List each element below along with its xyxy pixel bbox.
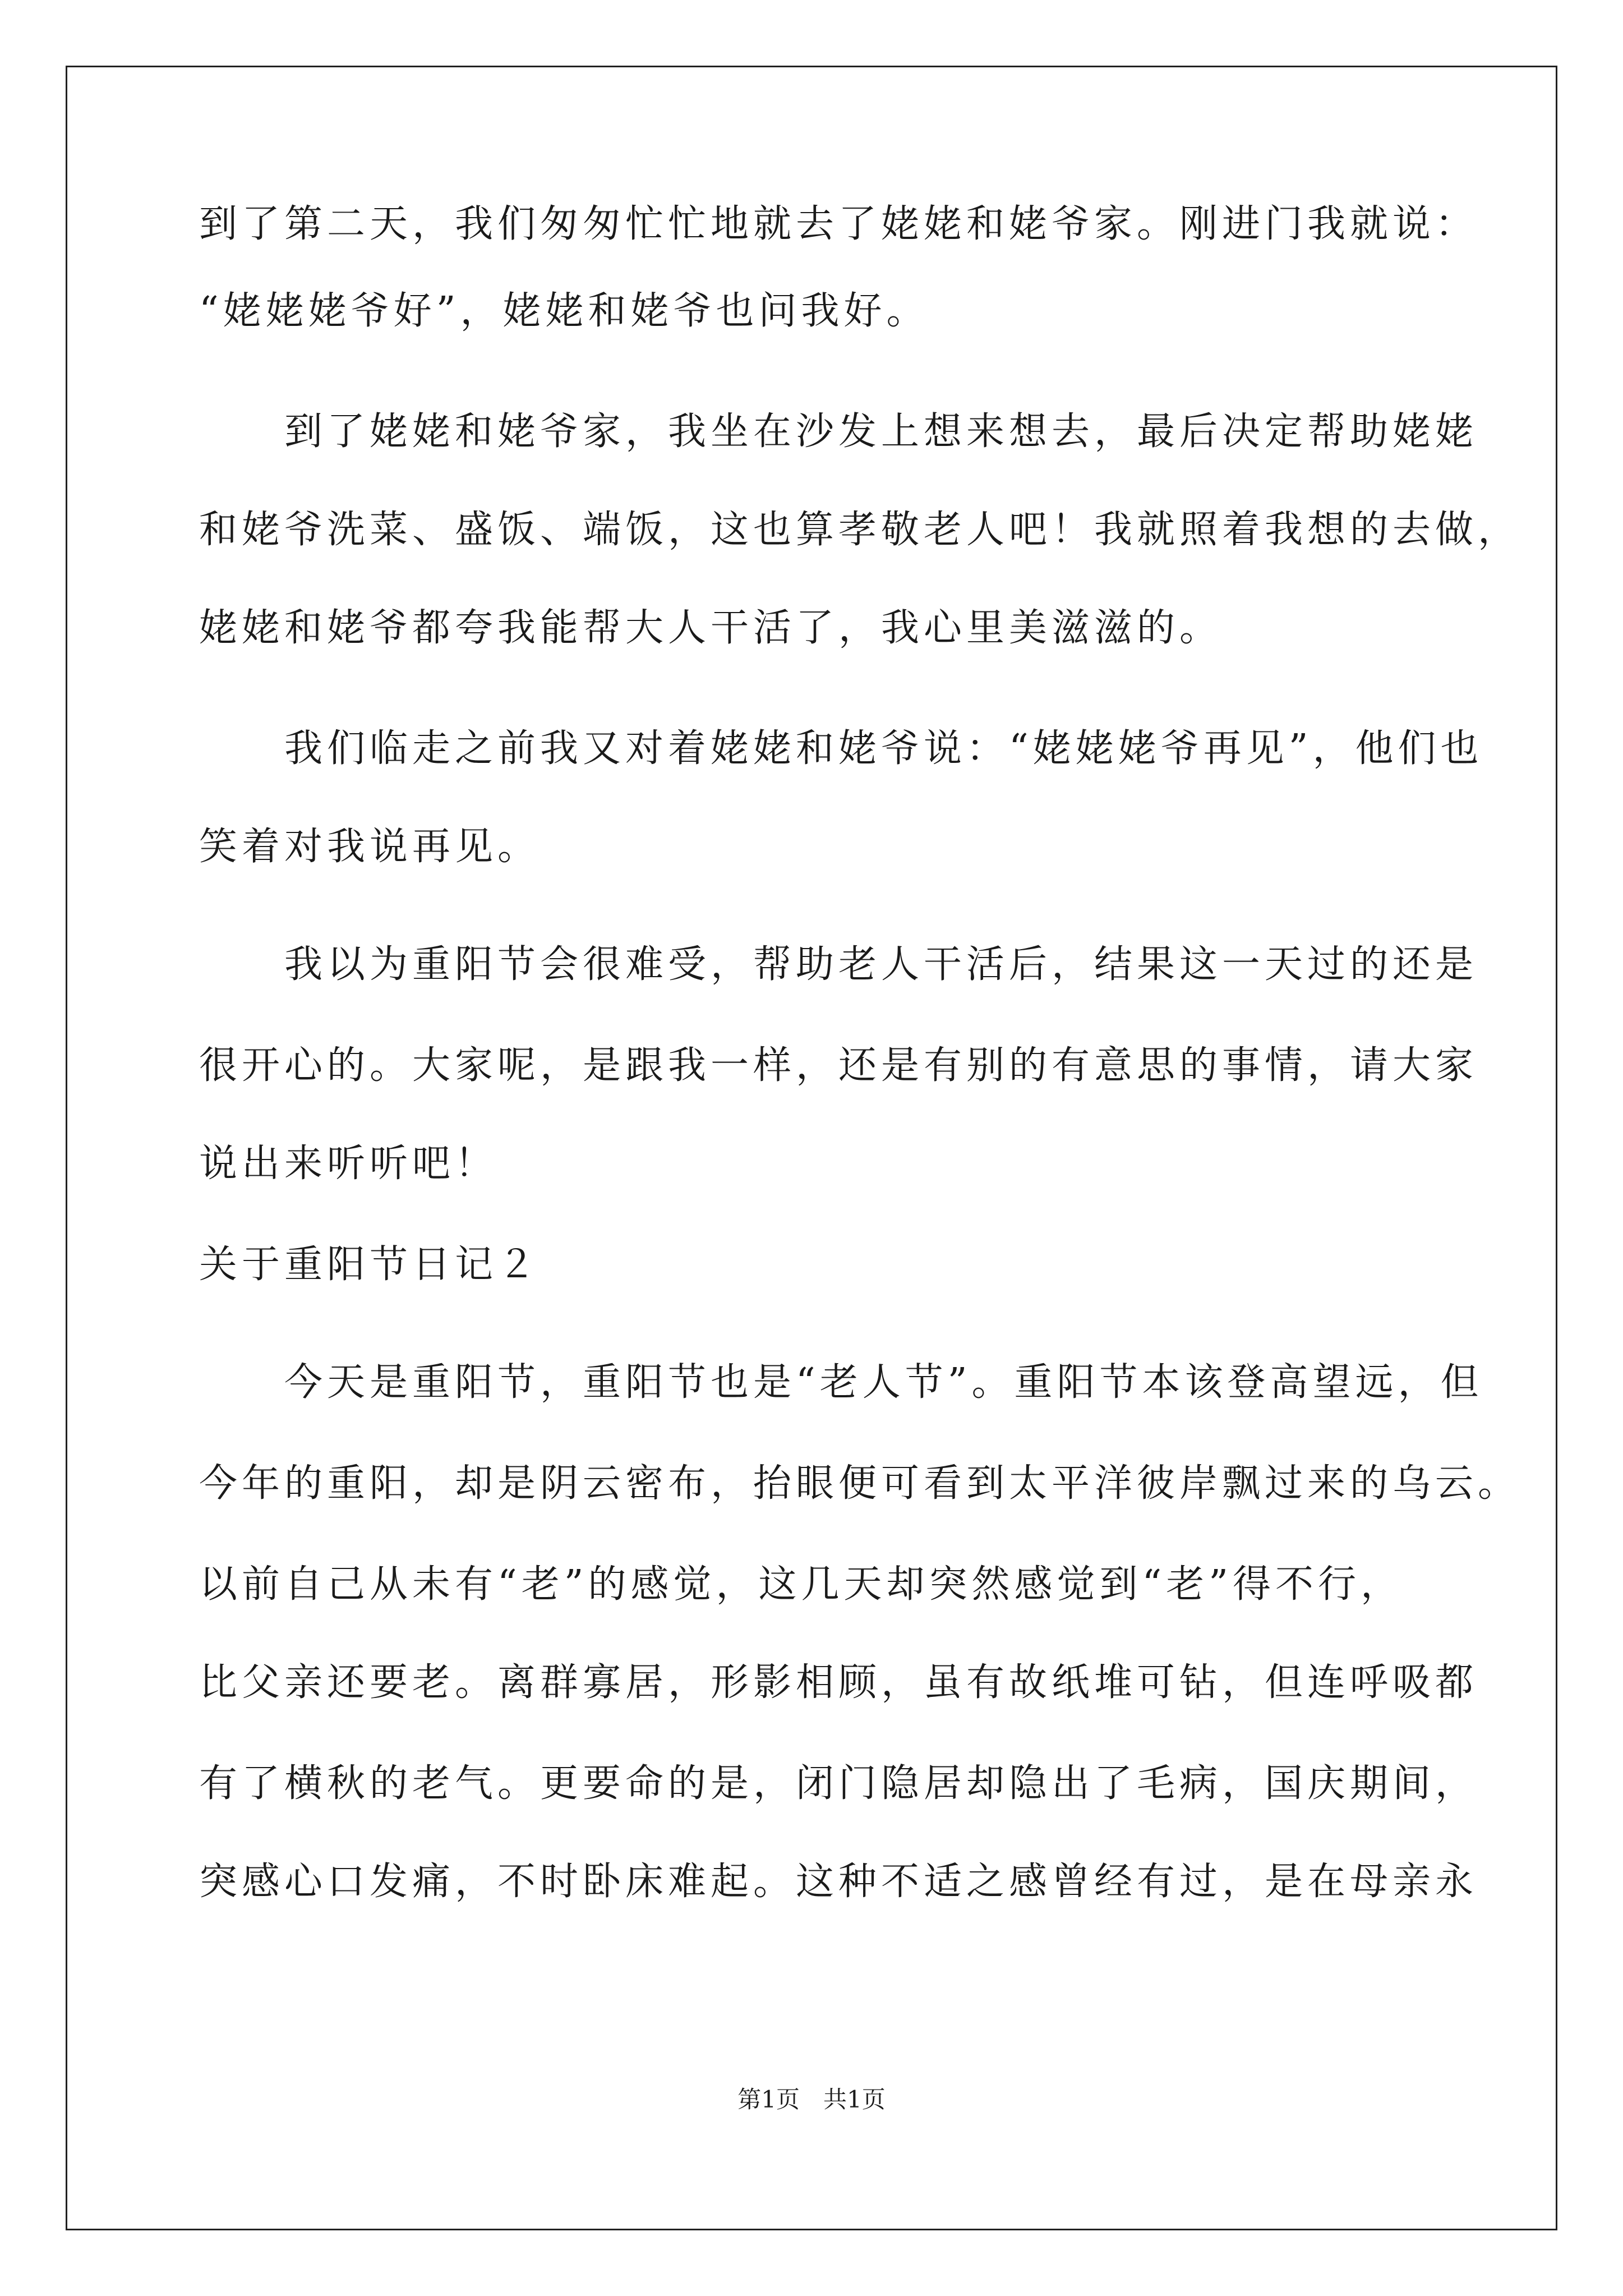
text-line: 今年的重阳，却是阴云密布，抬眼便可看到太平洋彼岸飘过来的乌云。 xyxy=(199,1461,1521,1506)
text-line: 突感心口发痛，不时卧床难起。这种不适之感曾经有过，是在母亲永 xyxy=(199,1860,1478,1904)
text-line: 笑着对我说再见。 xyxy=(199,825,541,869)
text-line: 到了姥姥和姥爷家，我坐在沙发上想来想去，最后决定帮助姥姥 xyxy=(199,409,1478,454)
text-line: 有了横秋的老气。更要命的是，闭门隐居却隐出了毛病，国庆期间， xyxy=(199,1761,1478,1806)
text-line: 我以为重阳节会很难受，帮助老人干活后，结果这一天过的还是 xyxy=(199,942,1478,987)
text-line: 很开心的。大家呢，是跟我一样，还是有别的有意思的事情，请大家 xyxy=(199,1043,1478,1088)
section-heading: 关于重阳节日记２ xyxy=(199,1243,541,1287)
page-number-footer: 第1页 共1页 xyxy=(737,2086,886,2113)
text-line: 以前自己从未有“老”的感觉，这几天却突然感觉到“老”得不行， xyxy=(199,1562,1404,1607)
text-line: 我们临走之前我又对着姥姥和姥爷说：“姥姥姥爷再见”，他们也 xyxy=(199,726,1483,771)
text-line: 说出来听听吧！ xyxy=(199,1142,498,1186)
text-line: “姥姥姥爷好”，姥姥和姥爷也问我好。 xyxy=(199,289,929,333)
text-line: 到了第二天，我们匆匆忙忙地就去了姥姥和姥爷家。刚进门我就说： xyxy=(199,202,1478,246)
text-line: 今天是重阳节，重阳节也是“老人节”。重阳节本该登高望远，但 xyxy=(199,1360,1483,1405)
text-line: 姥姥和姥爷都夸我能帮大人干活了，我心里美滋滋的。 xyxy=(199,606,1223,650)
text-line: 和姥爷洗菜、盛饭、端饭，这也算孝敬老人吧！我就照着我想的去做， xyxy=(199,508,1521,552)
text-line: 比父亲还要老。离群寡居，形影相顾，虽有故纸堆可钻，但连呼吸都 xyxy=(199,1660,1478,1705)
